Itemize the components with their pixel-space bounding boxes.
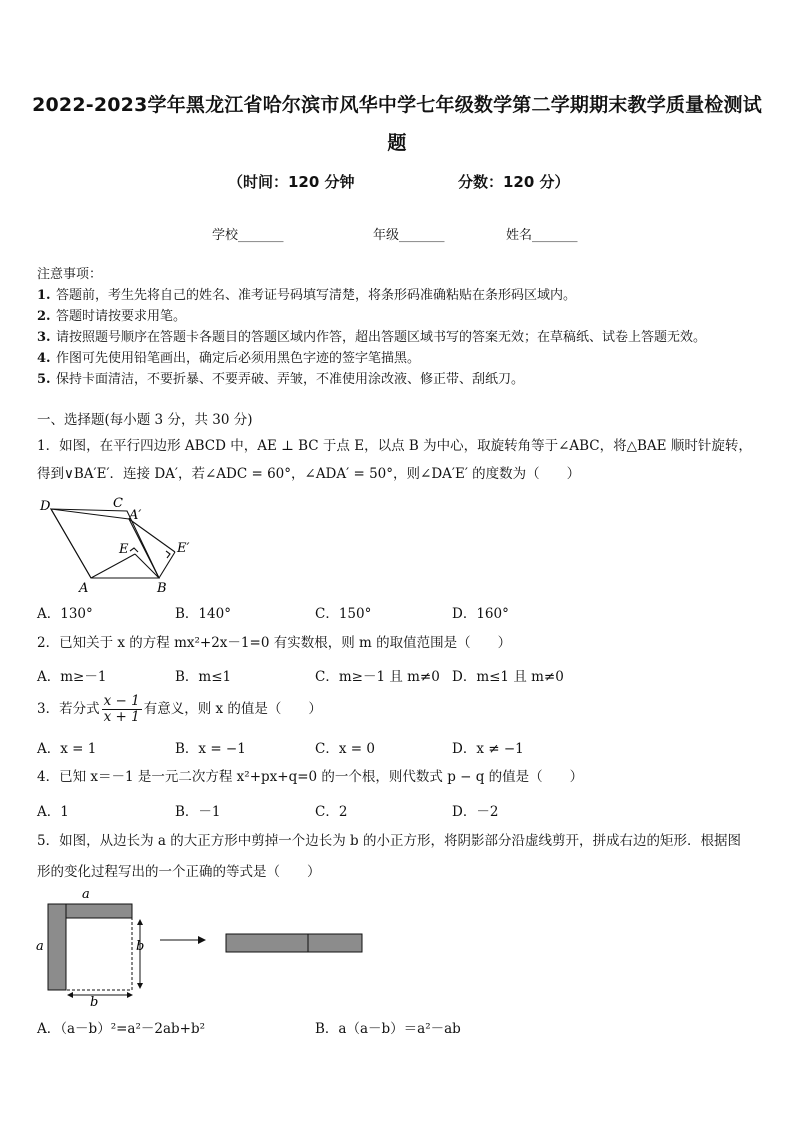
question-5-line1: 5．如图，从边长为 a 的大正方形中剪掉一个边长为 b 的小正方形，将阴影部分沿虚线剪开，拼成右边的矩形．根据图 (37, 833, 741, 849)
q3-option-d[interactable]: D．x ≠ −1 (452, 741, 524, 757)
q5-option-a[interactable]: A．（a－b）²=a²－2ab+b² (37, 1021, 206, 1037)
label-b-right: b (136, 939, 145, 954)
q1-option-d[interactable]: D．160° (452, 606, 509, 622)
q4-option-b[interactable]: B．－1 (175, 804, 221, 820)
q2-option-c[interactable]: C．m≥－1 且 m≠0 (315, 669, 440, 685)
segment-b-e-prime (159, 552, 175, 578)
q3-option-c[interactable]: C．x = 0 (315, 741, 375, 757)
question-1-options (37, 602, 759, 622)
note-item: 1. 答题前，考生先将自己的姓名、准考证号码填写清楚，将条形码准确粘贴在条形码区域内。 (37, 288, 577, 303)
label-e: E (119, 542, 129, 557)
q1-option-a[interactable]: A．130° (37, 606, 93, 622)
question-4-options (37, 800, 759, 820)
question-5-figure (30, 886, 370, 1008)
question-1-line1: 1．如图，在平行四边形 ABCD 中，AE ⊥ BC 于点 E，以点 B 为中心，取旋转角等于∠ABC，将△BAE 顺时针旋转， (37, 438, 752, 454)
segment-be (135, 554, 159, 578)
removed-square (66, 918, 132, 990)
note-item: 3. 请按照题号顺序在答题卡各题目的答题区域内作答，超出答题区域书写的答案无效；在草稿纸、试卷上答题无效。 (37, 330, 707, 345)
q1-option-b[interactable]: B．140° (175, 606, 231, 622)
name-field[interactable]: 姓名_______ (506, 228, 578, 243)
note-item: 2. 答题时请按要求用笔。 (37, 309, 187, 324)
q5-option-b[interactable]: B．a（a－b）＝a²－ab (315, 1021, 461, 1037)
q2-option-a[interactable]: A．m≥－1 (37, 669, 107, 685)
q1-option-c[interactable]: C．150° (315, 606, 372, 622)
q2-option-b[interactable]: B．m≤1 (175, 669, 232, 685)
question-1-line2: 得到∨BA′E′．连接 DA′，若∠ADC = 60°，∠ADA′ = 50°，则∠DA′E′ 的度数为（ ） (37, 466, 581, 482)
q3-option-b[interactable]: B．x = −1 (175, 741, 246, 757)
label-e-prime: E′ (177, 541, 190, 556)
right-angle-marker-prime (166, 551, 170, 558)
label-a-top: a (82, 887, 90, 902)
fraction-denominator: x + 1 (103, 709, 140, 725)
fraction (102, 694, 142, 725)
notes-heading: 注意事项： (37, 267, 103, 282)
right-angle-marker (130, 548, 138, 552)
label-c: C (113, 496, 123, 511)
question-3 (37, 691, 759, 727)
question-5-line2: 形的变化过程写出的一个正确的等式是（ ） (37, 864, 321, 880)
question-3-prefix: 3．若分式 (37, 701, 100, 717)
q4-option-d[interactable]: D．－2 (452, 804, 499, 820)
q3-option-a[interactable]: A．x = 1 (37, 741, 97, 757)
score-info: 分数：120 分） (458, 173, 570, 191)
q2-option-d[interactable]: D．m≤1 且 m≠0 (452, 669, 564, 685)
parallelogram-abcd (51, 509, 159, 578)
segment-a-prime-e-prime (129, 519, 175, 552)
label-a-prime: A′ (129, 508, 142, 523)
question-3-suffix: 有意义，则 x 的值是（ ） (143, 701, 322, 717)
label-a-left: a (36, 939, 44, 954)
notes-section (37, 264, 767, 390)
arrow-icon (198, 936, 206, 944)
exam-title (30, 86, 764, 162)
exam-title-line1: 2022-2023学年黑龙江省哈尔滨市风华中学七年级数学第二学期期末教学质量检测试 (32, 94, 762, 116)
question-3-options (37, 737, 759, 757)
fraction-numerator: x − 1 (103, 693, 140, 709)
section-title: 一、选择题(每小题 3 分，共 30 分) (37, 412, 253, 428)
label-b: B (157, 581, 167, 596)
shaded-strip-left (48, 904, 66, 990)
note-item: 5. 保持卡面清洁，不要折暴、不要弄破、弄皱，不准使用涂改液、修正带、刮纸刀。 (37, 372, 525, 387)
question-5 (37, 826, 759, 888)
label-d: D (40, 499, 51, 514)
rect-part-left (226, 934, 308, 952)
exam-title-line2: 题 (387, 132, 407, 154)
q4-option-a[interactable]: A．1 (37, 804, 69, 820)
label-a: A (79, 581, 89, 596)
grade-field[interactable]: 年级_______ (373, 228, 445, 243)
school-field[interactable]: 学校_______ (212, 228, 284, 243)
question-2-options (37, 665, 759, 685)
question-2: 2．已知关于 x 的方程 mx²+2x－1=0 有实数根，则 m 的取值范围是（ ） (37, 635, 512, 651)
question-1-figure (37, 494, 207, 598)
question-1 (37, 432, 759, 488)
q4-option-c[interactable]: C．2 (315, 804, 348, 820)
question-5-options (37, 1017, 759, 1037)
label-b-bottom: b (90, 995, 99, 1008)
note-item: 4. 作图可先使用铅笔画出，确定后必须用黑色字迹的签字笔描黑。 (37, 351, 421, 366)
segment-ae (91, 554, 135, 578)
time-info: （时间：120 分钟 (228, 173, 355, 191)
question-4: 4．已知 x＝－1 是一元二次方程 x²+px+q=0 的一个根，则代数式 p − q 的值是（ ） (37, 769, 584, 785)
rect-part-right (308, 934, 362, 952)
